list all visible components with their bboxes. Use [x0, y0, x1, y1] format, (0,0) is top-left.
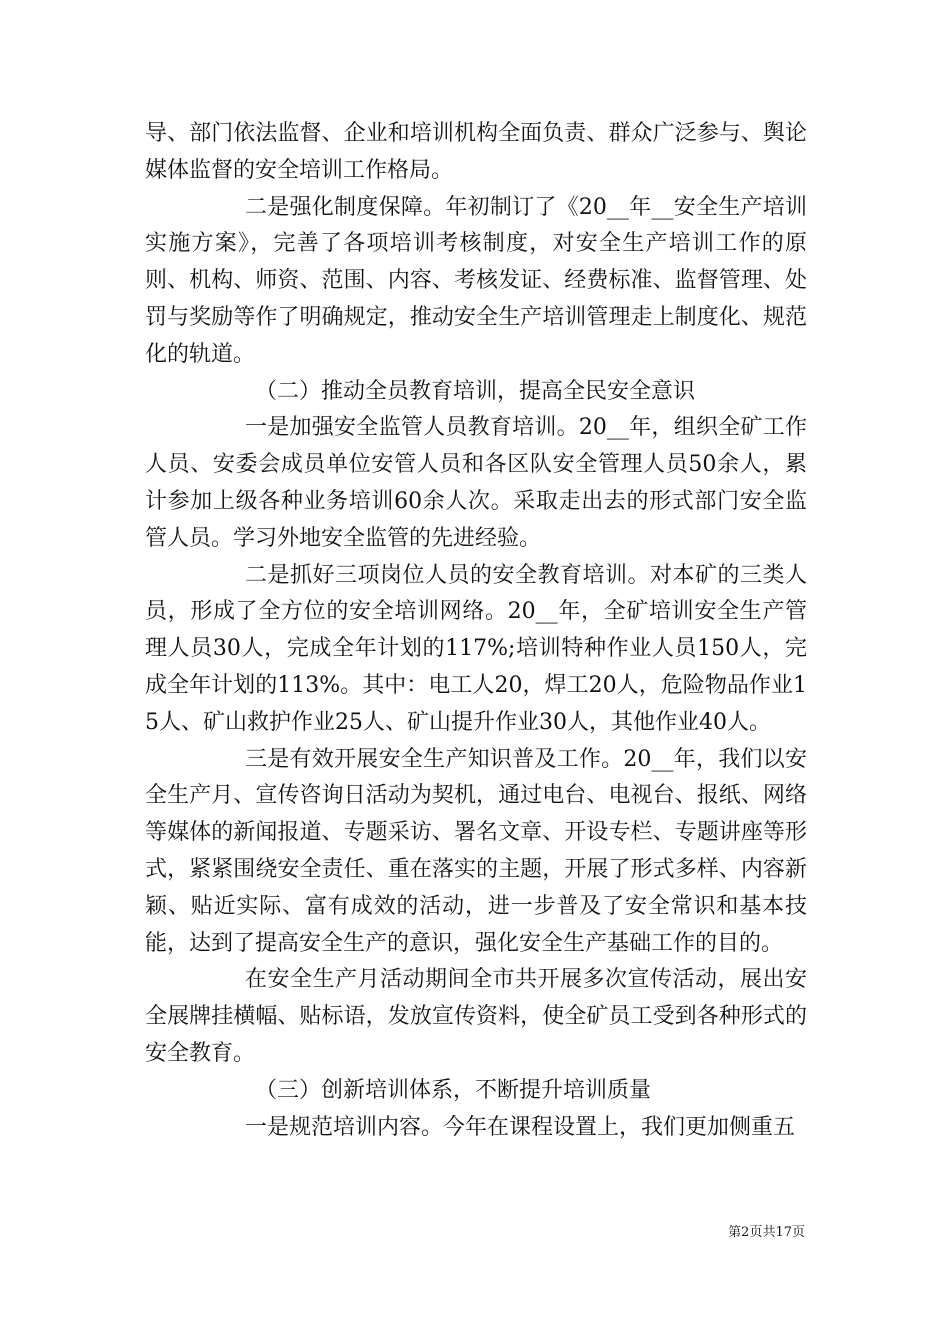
- paragraph-continuation: 导、部门依法监督、企业和培训机构全面负责、群众广泛参与、舆论媒体监督的安全培训工作格局。: [145, 121, 807, 183]
- paragraph-institutional-guarantee: 二是强化制度保障。年初制订了《20__年__安全生产培训实施方案》，完善了各项培训考核制度，对安全生产培训工作的原则、机构、师资、范围、内容、考核发证、经费标准、监督管理、处罚与奖励等作了明确规定，推动安全生产培训管理走上制度化、规范化的轨道。: [145, 194, 807, 367]
- document-body: [145, 116, 807, 1146]
- paragraph-three-positions: 二是抓好三项岗位人员的安全教育培训。对本矿的三类人员，形成了全方位的安全培训网络。20__年，全矿培训安全生产管理人员30人，完成全年计划的117%;培训特种作业人员150人，完成全年计划的113%。其中：电工人20，焊工20人，危险物品作业15人、矿山救护作业25人、矿山提升作业30人，其他作业40人。: [145, 562, 807, 735]
- section-heading-3: （三）创新培训体系，不断提升培训质量: [255, 1077, 652, 1103]
- paragraph-safety-month: 在安全生产月活动期间全市共开展多次宣传活动，展出安全展牌挂横幅、贴标语，发放宣传资料，使全矿员工受到各种形式的安全教育。: [145, 967, 807, 1066]
- paragraph-supervisor-training: 一是加强安全监管人员教育培训。20__年，组织全矿工作人员、安委会成员单位安管人员和各区队安全管理人员50余人，累计参加上级各种业务培训60余人次。采取走出去的形式部门安全监管人员。学习外地安全监管的先进经验。: [145, 415, 807, 551]
- page-number-footer: 第2页共17页: [728, 1225, 805, 1240]
- section-heading-2: （二）推动全员教育培训，提高全民安全意识: [255, 378, 696, 404]
- paragraph-knowledge-popularization: 三是有效开展安全生产知识普及工作。20__年，我们以安全生产月、宣传咨询日活动为契机，通过电台、电视台、报纸、网络等媒体的新闻报道、专题采访、署名文章、开设专栏、专题讲座等形式，紧紧围绕安全责任、重在落实的主题，开展了形式多样、内容新颖、贴近实际、富有成效的活动，进一步普及了安全常识和基本技能，达到了提高安全生产的意识，强化安全生产基础工作的目的。: [145, 746, 807, 956]
- paragraph-training-content: 一是规范培训内容。今年在课程设置上，我们更加侧重五: [245, 1114, 796, 1140]
